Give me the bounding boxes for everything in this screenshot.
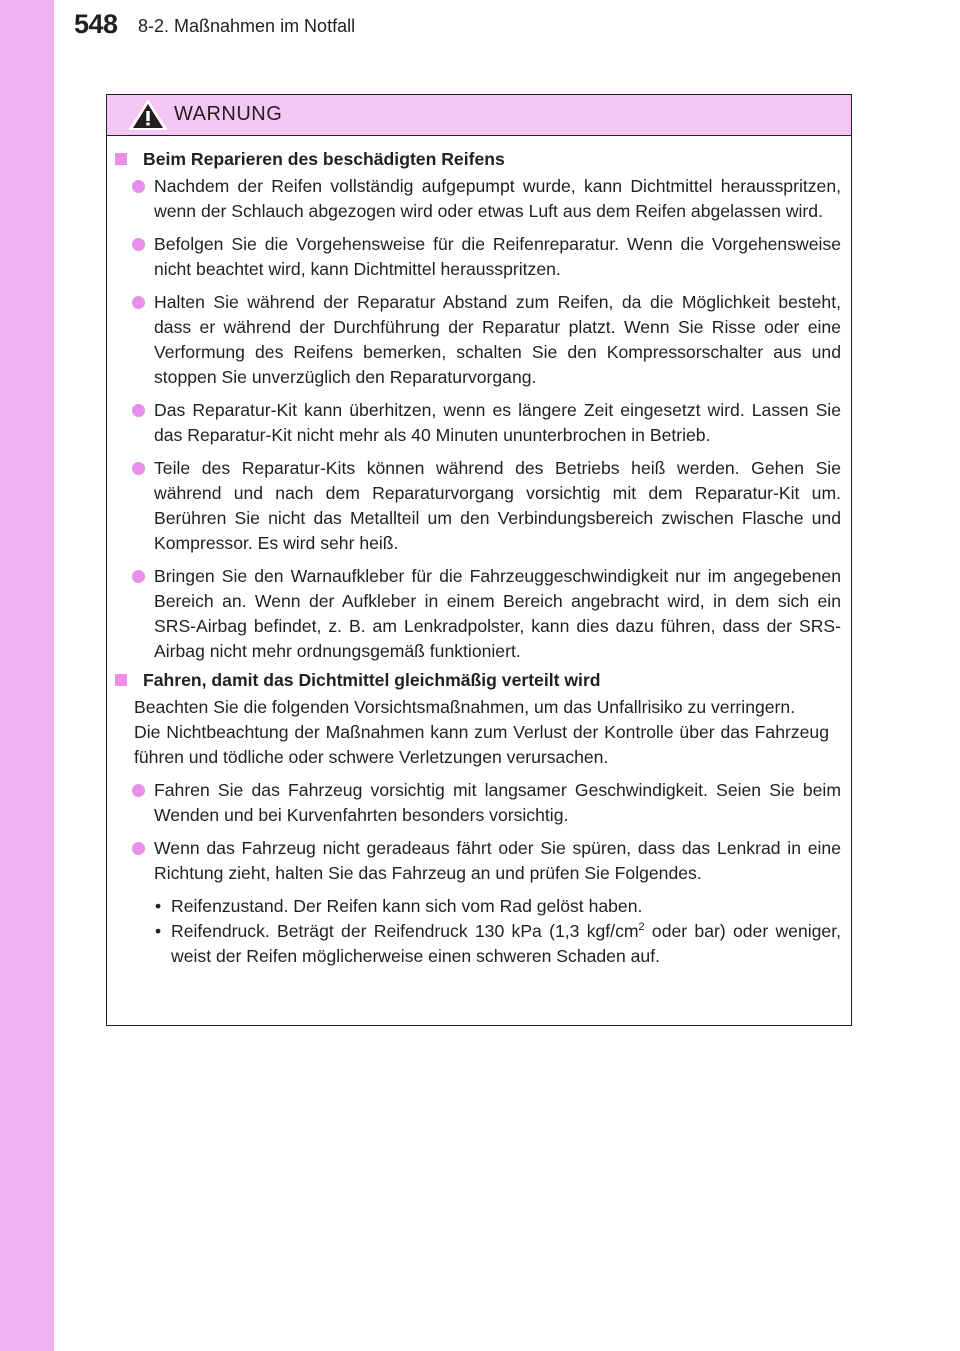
section-heading: Fahren, damit das Dichtmittel gleichmäßig verteilt wird — [115, 668, 851, 693]
warning-header — [107, 95, 851, 136]
list-item: Das Reparatur-Kit kann überhitzen, wenn es längere Zeit eingesetzt wird. Lassen Sie das Reparatur-Kit nicht mehr als 40 Minuten ununterbrochen in Betrieb. — [107, 398, 851, 448]
dot-bullet-icon — [132, 842, 145, 855]
dot-bullet-icon — [132, 570, 145, 583]
warning-title: WARNUNG — [174, 103, 283, 125]
side-color-band — [0, 0, 54, 1351]
list-item: Bringen Sie den Warnaufkleber für die Fahrzeuggeschwindigkeit nur im angegebenen Bereich an. Wenn der Aufkleber in einem Bereich angebracht wird, in dem sich ein SRS-Airbag befindet, z. B. am Lenkradpolster, kann dies dazu führen, dass der SRS-Airbag nicht mehr ordnungsgemäß funktioniert. — [107, 564, 851, 664]
list-item: Halten Sie während der Reparatur Abstand zum Reifen, da die Möglichkeit besteht, dass er während der Durchführung der Reparatur platzt. Wenn Sie Risse oder eine Verformung des Reifens bemerken, schalten Sie den Kompressorschalter aus und stoppen Sie unverzüglich den Reparaturvorgang. — [107, 290, 851, 390]
dot-bullet-icon — [132, 784, 145, 797]
sub-list-item: • Reifenzustand. Der Reifen kann sich vom Rad gelöst haben. — [155, 896, 643, 916]
warning-triangle-icon — [129, 100, 167, 130]
intro-paragraph: Beachten Sie die folgenden Vorsichtsmaßnahmen, um das Unfallrisiko zu verringern. Die Nichtbeachtung der Maßnahmen kann zum Verlust der Kontrolle über das Fahrzeug führen und tödliche oder schwere Verletzungen verursachen. — [134, 697, 829, 767]
dot-bullet-icon — [132, 238, 145, 251]
sub-list-item: • Reifendruck. Beträgt der Reifendruck 130 kPa (1,3 kgf/$cm^2$ oder bar) oder weniger, weist der Reifen möglicherweise einen schweren Schaden auf. — [155, 921, 841, 966]
section-heading: Beim Reparieren des beschädigten Reifens — [115, 147, 851, 172]
page-number: 548 — [74, 9, 118, 39]
dot-bullet-icon — [132, 462, 145, 475]
dot-bullet-icon — [132, 404, 145, 417]
dot-bullet-icon — [132, 180, 145, 193]
warning-box — [106, 94, 852, 1026]
section-title: 8-2. Maßnahmen im Notfall — [138, 16, 356, 36]
square-bullet-icon — [115, 153, 127, 165]
list-item: Befolgen Sie die Vorgehensweise für die Reifenreparatur. Wenn die Vorgehensweise nicht beachtet wird, kann Dichtmittel herausspritzen. — [107, 232, 851, 282]
warning-content — [107, 147, 851, 969]
list-item: Nachdem der Reifen vollständig aufgepumpt wurde, kann Dichtmittel herausspritzen, wenn der Schlauch abgezogen wird oder etwas Luft aus dem Reifen abgelassen wird. — [107, 174, 851, 224]
list-item: Wenn das Fahrzeug nicht geradeaus fährt oder Sie spüren, dass das Lenkrad in eine Richtung zieht, halten Sie das Fahrzeug an und prüfen Sie Folgendes. — [107, 836, 851, 886]
square-bullet-icon — [115, 674, 127, 686]
list-item: Teile des Reparatur-Kits können während des Betriebs heiß werden. Gehen Sie während und nach dem Reparaturvorgang vorsichtig mit dem Reparatur-Kit um. Berühren Sie nicht das Metallteil um den Verbindungsbereich zwischen Flasche und Kompressor. Es wird sehr heiß. — [107, 456, 851, 556]
dot-bullet-icon — [132, 296, 145, 309]
list-item: Fahren Sie das Fahrzeug vorsichtig mit langsamer Geschwindigkeit. Seien Sie beim Wenden und bei Kurvenfahrten besonders vorsichtig. — [107, 778, 851, 828]
